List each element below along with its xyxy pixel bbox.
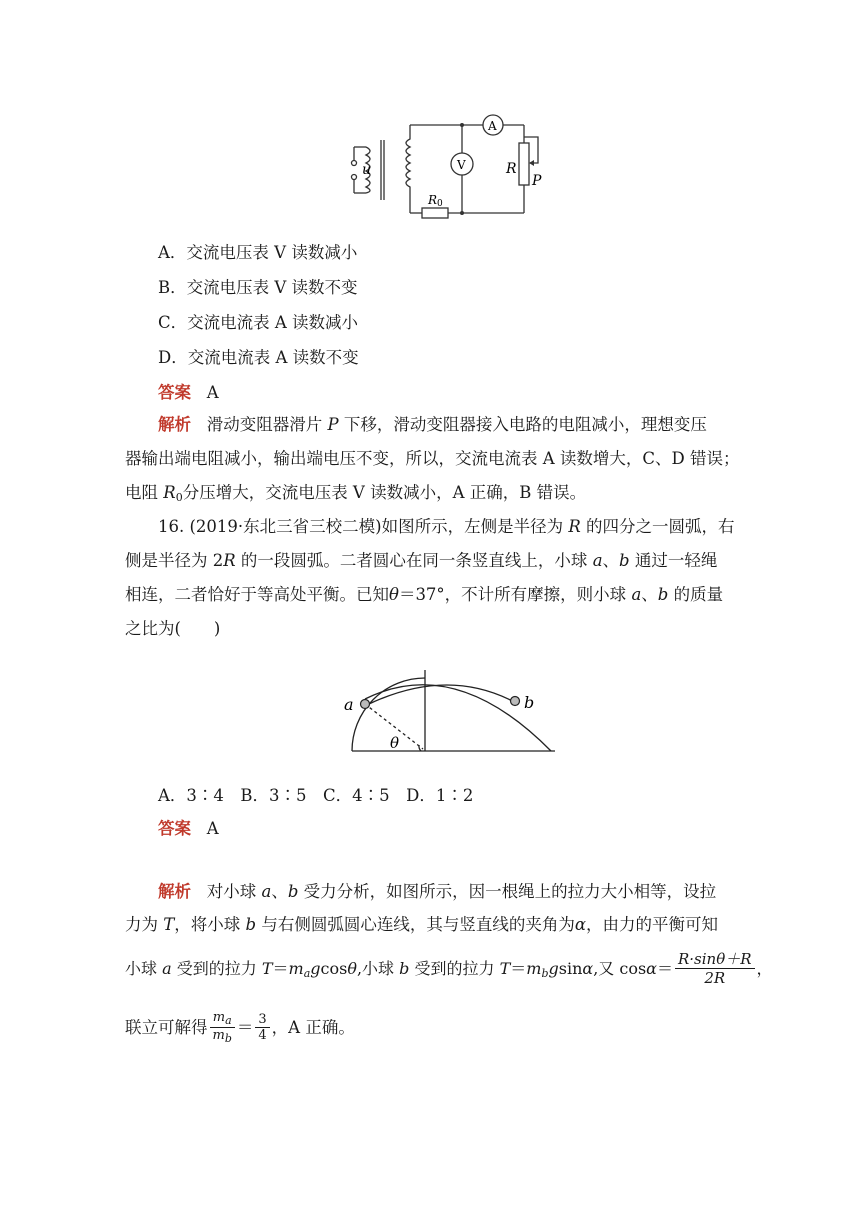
q15-option-d: D．交流电流表 A 读数不变 [158, 348, 359, 367]
r0-label: R0 [428, 193, 443, 209]
slider-label: P [532, 173, 542, 189]
fraction-mass-ratio: $\frac{m_a}{m_b}$ [210, 1010, 235, 1046]
voltmeter-label: V [457, 158, 466, 172]
q16-stem-line-3: 相连，二者恰好于等高处平衡。已知θ＝37°，不计所有摩擦，则小球 a、b 的质量 [125, 585, 724, 604]
q16-stem-line-4: 之比为( ) [125, 619, 221, 638]
fraction-three-quarters: $\frac{3}{4}$ [255, 1012, 269, 1045]
q16-analysis-line-3: 小球 a 受到的拉力 $T=m_agcos\theta$,小球 b 受到的拉力 $T=m_bgsin\alpha$,又 cosα＝ $\frac{R\cdot\sin\theta+R}{2R}$ ， [125, 950, 773, 987]
ball-a-label: a [344, 695, 354, 714]
q15-option-b: B．交流电压表 V 读数不变 [158, 278, 358, 297]
resistor-label: R [506, 161, 517, 177]
q15-analysis-line-1: 解析 滑动变阻器滑片 P 下移，滑动变阻器接入电路的电阻减小，理想变压 [158, 415, 707, 434]
q16-stem-line-1: 16. (2019·东北三省三校二模)如图所示，左侧是半径为 R 的四分之一圆弧，右 [158, 517, 735, 536]
q16-analysis-line-2: 力为 T，将小球 b 与右侧圆弧圆心连线，其与竖直线的夹角为α，由力的平衡可知 [125, 915, 718, 934]
answer-value: A [206, 383, 219, 402]
q15-analysis-line-3: 电阻 $R_0$分压增大，交流电压表 V 读数减小，A 正确，B 错误。 [125, 483, 587, 504]
q15-option-a: A．交流电压表 V 读数减小 [158, 243, 358, 262]
source-label: u [362, 162, 372, 178]
answer-label: 答案 [158, 819, 191, 838]
q16-analysis-line-4: 联立可解得 $\frac{m_a}{m_b}$ ＝ $\frac{3}{4}$ ，A 正确。 [125, 1010, 355, 1046]
ball-b-label: b [524, 693, 535, 712]
analysis-label: 解析 [158, 415, 191, 434]
circuit-diagram [340, 105, 550, 225]
q16-stem-line-2: 侧是半径为 2R 的一段圆弧。二者圆心在同一条竖直线上，小球 a、b 通过一轻绳 [125, 551, 718, 570]
q16-options: A．3∶4 B．3∶5 C．4∶5 D．1∶2 [158, 786, 474, 805]
q16-analysis-line-1: 解析 对小球 a、b 受力分析，如图所示，因一根绳上的拉力大小相等，设拉 [158, 882, 717, 901]
q15-answer [158, 383, 219, 404]
analysis-label: 解析 [158, 882, 191, 901]
fraction-cos-alpha: $\frac{R\cdot\sin\theta+R}{2R}$ [675, 950, 755, 989]
q15-analysis-line-2: 器输出端电阻减小，输出端电压不变，所以，交流电流表 A 读数增大，C、D 错误； [125, 449, 740, 468]
q16-answer [158, 819, 219, 840]
ammeter-label: A [488, 119, 497, 133]
q15-option-c: C．交流电流表 A 读数减小 [158, 313, 359, 332]
answer-value: A [206, 819, 219, 838]
theta-label: θ [390, 734, 400, 752]
arc-diagram [335, 660, 560, 755]
answer-label: 答案 [158, 383, 191, 402]
